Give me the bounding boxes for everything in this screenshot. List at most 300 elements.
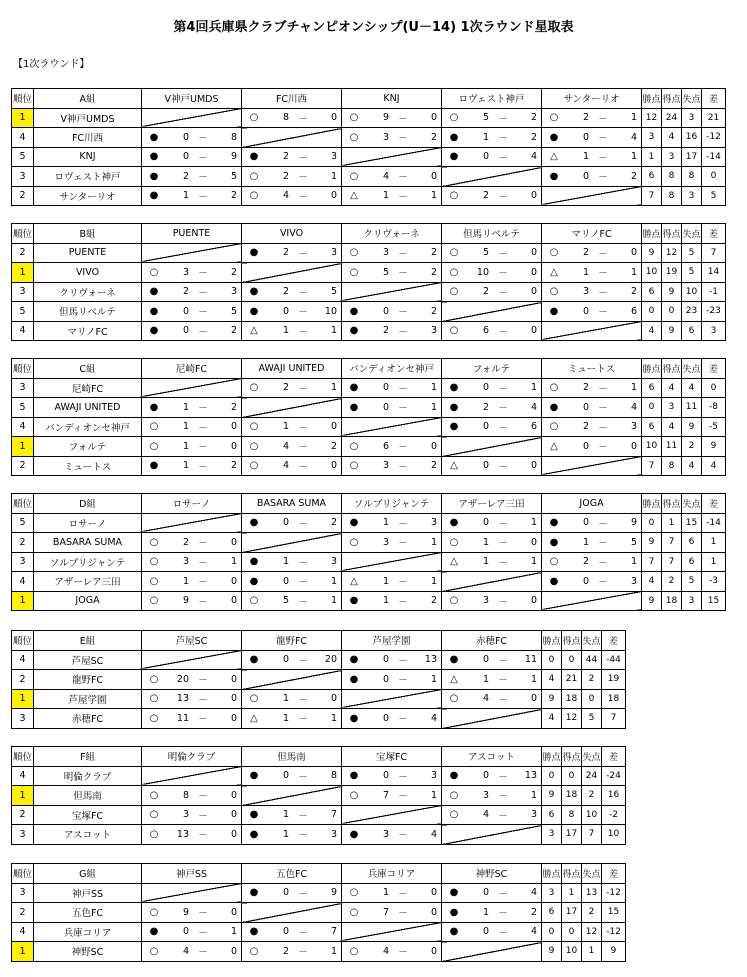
goals-against-value: 5 bbox=[682, 243, 702, 263]
score-dash: － bbox=[298, 113, 308, 125]
points-value: 3 bbox=[642, 128, 662, 148]
goals-scored: 4 bbox=[182, 945, 189, 957]
self-match-cell bbox=[142, 650, 242, 670]
result-symbol: ○ bbox=[149, 595, 159, 607]
goals-conceded: 7 bbox=[330, 926, 337, 938]
goals-scored: 1 bbox=[382, 575, 389, 587]
result-symbol: ● bbox=[249, 770, 259, 782]
group-table bbox=[11, 493, 726, 611]
match-score bbox=[542, 398, 641, 417]
goals-scored: 0 bbox=[282, 517, 289, 529]
points-header: 勝点 bbox=[642, 359, 662, 379]
points-value: 0 bbox=[642, 302, 662, 322]
result-symbol: ○ bbox=[349, 536, 359, 548]
goals-conceded: 5 bbox=[330, 286, 337, 298]
opponent-header: AWAJI UNITED bbox=[242, 359, 342, 379]
score-dash: － bbox=[198, 810, 208, 822]
goals-for-value: 3 bbox=[662, 147, 682, 167]
goals-against-value: 10 bbox=[582, 805, 602, 825]
match-result bbox=[142, 302, 242, 322]
match-result bbox=[442, 378, 542, 398]
score-dash: － bbox=[498, 152, 508, 164]
result-symbol: ○ bbox=[349, 266, 359, 278]
goal-diff-header: 差 bbox=[702, 224, 726, 244]
result-symbol: ● bbox=[549, 170, 559, 182]
goals-against-value: 23 bbox=[682, 302, 702, 322]
goals-conceded: 4 bbox=[630, 131, 637, 143]
result-symbol: ● bbox=[349, 595, 359, 607]
score-dash: － bbox=[398, 908, 408, 920]
team-name: 五色FC bbox=[34, 903, 142, 923]
goals-conceded: 2 bbox=[430, 247, 437, 259]
score-dash: － bbox=[498, 771, 508, 783]
match-result bbox=[242, 282, 342, 302]
goal-diff-header: 差 bbox=[602, 631, 626, 651]
score-dash: － bbox=[198, 172, 208, 184]
team-rank: 4 bbox=[12, 128, 34, 148]
result-symbol: ○ bbox=[449, 266, 459, 278]
result-symbol: △ bbox=[250, 325, 258, 337]
score-dash: － bbox=[298, 383, 308, 395]
goals-conceded: 10 bbox=[324, 305, 337, 317]
score-dash: － bbox=[498, 287, 508, 299]
match-result bbox=[142, 903, 242, 923]
goals-scored: 9 bbox=[382, 112, 389, 124]
goal-diff-value: 1 bbox=[702, 552, 726, 572]
goals-against-value: 5 bbox=[682, 572, 702, 592]
match-score bbox=[442, 553, 541, 572]
score-dash: － bbox=[298, 461, 308, 473]
goals-conceded: 8 bbox=[230, 131, 237, 143]
goals-for-value: 8 bbox=[562, 805, 582, 825]
team-name: アスコット bbox=[34, 825, 142, 845]
match-score bbox=[142, 592, 241, 611]
goals-for-value: 4 bbox=[662, 417, 682, 437]
goals-scored: 2 bbox=[282, 945, 289, 957]
header-row bbox=[12, 359, 726, 379]
result-symbol: ○ bbox=[249, 945, 259, 957]
goals-conceded: 4 bbox=[530, 887, 537, 899]
goals-conceded: 0 bbox=[230, 440, 237, 452]
goal-diff-value: 9 bbox=[602, 942, 626, 962]
match-result bbox=[542, 417, 642, 437]
match-score bbox=[542, 437, 641, 456]
points-value: 1 bbox=[642, 147, 662, 167]
table-row bbox=[12, 650, 626, 670]
points-value: 7 bbox=[642, 552, 662, 572]
self-match-cell bbox=[342, 689, 442, 709]
goals-conceded: 9 bbox=[330, 887, 337, 899]
goals-conceded: 0 bbox=[230, 712, 237, 724]
self-match-cell bbox=[242, 533, 342, 553]
goals-against-value: 11 bbox=[682, 398, 702, 418]
goals-against-value: 1 bbox=[582, 942, 602, 962]
opponent-header: VIVO bbox=[242, 224, 342, 244]
goals-against-value: 2 bbox=[582, 903, 602, 923]
goals-against-header: 失点 bbox=[682, 494, 702, 514]
match-result bbox=[342, 825, 442, 845]
match-result bbox=[142, 186, 242, 206]
match-score bbox=[142, 533, 241, 552]
table-row bbox=[12, 417, 726, 437]
result-symbol: ● bbox=[149, 170, 159, 182]
group-name: F組 bbox=[34, 747, 142, 767]
goals-for-value: 18 bbox=[562, 689, 582, 709]
points-value: 6 bbox=[642, 417, 662, 437]
goals-against-value: 8 bbox=[682, 167, 702, 187]
match-result bbox=[542, 302, 642, 322]
points-value: 6 bbox=[642, 378, 662, 398]
score-dash: － bbox=[398, 326, 408, 338]
goals-for-header: 得点 bbox=[562, 864, 582, 884]
goals-for-value: 4 bbox=[662, 378, 682, 398]
team-rank: 3 bbox=[12, 167, 34, 187]
goals-conceded: 5 bbox=[230, 305, 237, 317]
goal-diff-value: -23 bbox=[702, 302, 726, 322]
match-score bbox=[342, 592, 441, 611]
match-score bbox=[442, 670, 541, 689]
points-value: 0 bbox=[542, 766, 562, 786]
goals-scored: 1 bbox=[182, 190, 189, 202]
table-row bbox=[12, 437, 726, 457]
score-dash: － bbox=[198, 133, 208, 145]
match-result bbox=[242, 883, 342, 903]
goals-conceded: 2 bbox=[230, 266, 237, 278]
goal-diff-value: -12 bbox=[602, 922, 626, 942]
table-row bbox=[12, 533, 726, 553]
self-match-cell bbox=[142, 766, 242, 786]
goals-for-header: 得点 bbox=[562, 747, 582, 767]
points-header: 勝点 bbox=[542, 747, 562, 767]
goals-scored: 1 bbox=[282, 325, 289, 337]
score-dash: － bbox=[598, 577, 608, 589]
result-symbol: ○ bbox=[249, 595, 259, 607]
goals-conceded: 13 bbox=[424, 654, 437, 666]
goals-conceded: 3 bbox=[330, 828, 337, 840]
points-value: 10 bbox=[642, 437, 662, 457]
goals-for-value: 9 bbox=[662, 282, 682, 302]
table-row bbox=[12, 263, 726, 283]
team-rank: 1 bbox=[12, 437, 34, 457]
match-score bbox=[142, 398, 241, 417]
goals-scored: 1 bbox=[282, 828, 289, 840]
result-symbol: ● bbox=[349, 828, 359, 840]
match-score bbox=[142, 457, 241, 476]
rank-header: 順位 bbox=[12, 864, 34, 884]
match-score bbox=[542, 263, 641, 282]
goal-diff-value: 16 bbox=[602, 786, 626, 806]
score-dash: － bbox=[298, 577, 308, 589]
goal-diff-value: 7 bbox=[602, 709, 626, 729]
goal-diff-header: 差 bbox=[702, 359, 726, 379]
self-match-cell bbox=[342, 147, 442, 167]
result-symbol: ● bbox=[449, 906, 459, 918]
match-result bbox=[342, 766, 442, 786]
goals-scored: 1 bbox=[482, 131, 489, 143]
match-score bbox=[142, 167, 241, 186]
team-name: 但馬南 bbox=[34, 786, 142, 806]
match-result bbox=[242, 572, 342, 592]
goals-against-value: 0 bbox=[582, 689, 602, 709]
goals-against-value: 13 bbox=[582, 883, 602, 903]
team-rank: 1 bbox=[12, 263, 34, 283]
self-match-cell bbox=[442, 167, 542, 187]
goal-diff-value: 15 bbox=[702, 591, 726, 611]
rank-header: 順位 bbox=[12, 224, 34, 244]
goal-diff-value: 7 bbox=[702, 243, 726, 263]
result-symbol: ○ bbox=[149, 945, 159, 957]
score-dash: － bbox=[298, 714, 308, 726]
goals-scored: 13 bbox=[176, 828, 189, 840]
score-dash: － bbox=[298, 287, 308, 299]
goals-scored: 0 bbox=[482, 770, 489, 782]
score-dash: － bbox=[398, 675, 408, 687]
result-symbol: ● bbox=[249, 887, 259, 899]
goals-scored: 4 bbox=[282, 190, 289, 202]
opponent-header: V神戸UMDS bbox=[142, 89, 242, 109]
match-result bbox=[342, 321, 442, 341]
self-match-cell bbox=[342, 552, 442, 572]
goals-conceded: 0 bbox=[230, 828, 237, 840]
team-rank: 3 bbox=[12, 282, 34, 302]
score-dash: － bbox=[398, 442, 408, 454]
opponent-header: PUENTE bbox=[142, 224, 242, 244]
match-score bbox=[542, 379, 641, 398]
rank-header: 順位 bbox=[12, 747, 34, 767]
goals-scored: 0 bbox=[582, 401, 589, 413]
goal-diff-header: 差 bbox=[702, 494, 726, 514]
goals-for-header: 得点 bbox=[662, 359, 682, 379]
goals-scored: 3 bbox=[182, 266, 189, 278]
result-symbol: ● bbox=[449, 382, 459, 394]
match-result bbox=[142, 398, 242, 418]
goals-conceded: 3 bbox=[430, 325, 437, 337]
goals-scored: 0 bbox=[582, 131, 589, 143]
match-score bbox=[542, 302, 641, 321]
goals-for-header: 得点 bbox=[662, 224, 682, 244]
goals-scored: 0 bbox=[182, 325, 189, 337]
match-result bbox=[142, 167, 242, 187]
goal-diff-value: -1 bbox=[702, 282, 726, 302]
goals-against-value: 10 bbox=[682, 282, 702, 302]
match-result bbox=[242, 108, 342, 128]
match-result bbox=[142, 942, 242, 962]
goal-diff-value: -14 bbox=[702, 147, 726, 167]
opponent-header: マリノFC bbox=[542, 224, 642, 244]
goal-diff-header: 差 bbox=[602, 864, 626, 884]
goals-scored: 3 bbox=[382, 247, 389, 259]
match-result bbox=[242, 147, 342, 167]
goals-conceded: 8 bbox=[330, 770, 337, 782]
score-dash: － bbox=[498, 268, 508, 280]
match-score bbox=[342, 128, 441, 147]
score-dash: － bbox=[498, 675, 508, 687]
goals-conceded: 4 bbox=[530, 151, 537, 163]
match-result bbox=[142, 417, 242, 437]
goals-against-value: 6 bbox=[682, 321, 702, 341]
match-score bbox=[342, 709, 441, 728]
result-symbol: ○ bbox=[249, 693, 259, 705]
team-name: 明倫クラブ bbox=[34, 766, 142, 786]
points-value: 6 bbox=[642, 167, 662, 187]
goals-against-value: 44 bbox=[582, 650, 602, 670]
match-result bbox=[442, 398, 542, 418]
match-result bbox=[142, 552, 242, 572]
result-symbol: ○ bbox=[149, 575, 159, 587]
goals-scored: 3 bbox=[482, 789, 489, 801]
opponent-header: 兵庫コリア bbox=[342, 864, 442, 884]
team-name: 芦屋SC bbox=[34, 650, 142, 670]
goal-diff-value: 4 bbox=[702, 456, 726, 476]
match-result bbox=[342, 243, 442, 263]
goals-conceded: 1 bbox=[430, 401, 437, 413]
score-dash: － bbox=[498, 908, 508, 920]
goals-scored: 0 bbox=[582, 170, 589, 182]
goals-scored: 0 bbox=[382, 673, 389, 685]
opponent-header: ロサーノ bbox=[142, 494, 242, 514]
self-match-cell bbox=[142, 378, 242, 398]
match-score bbox=[342, 514, 441, 533]
result-symbol: ● bbox=[249, 151, 259, 163]
team-name: 尼崎FC bbox=[34, 378, 142, 398]
goals-scored: 3 bbox=[382, 828, 389, 840]
goals-scored: 5 bbox=[482, 112, 489, 124]
goals-against-value: 6 bbox=[682, 533, 702, 553]
goals-against-value: 5 bbox=[682, 263, 702, 283]
match-score bbox=[442, 128, 541, 147]
opponent-header: JOGA bbox=[542, 494, 642, 514]
points-value: 9 bbox=[642, 533, 662, 553]
page-title: 第4回兵庫県クラブチャンピオンシップ(U－14) 1次ラウンド星取表 bbox=[173, 20, 574, 35]
score-dash: － bbox=[498, 888, 508, 900]
self-match-cell bbox=[142, 108, 242, 128]
match-score bbox=[142, 709, 241, 728]
result-symbol: ● bbox=[549, 575, 559, 587]
goals-conceded: 6 bbox=[630, 305, 637, 317]
match-score bbox=[242, 923, 341, 942]
score-dash: － bbox=[398, 383, 408, 395]
goals-for-value: 8 bbox=[662, 167, 682, 187]
goals-scored: 4 bbox=[282, 460, 289, 472]
goals-against-value: 6 bbox=[682, 552, 702, 572]
result-symbol: ○ bbox=[449, 190, 459, 202]
score-dash: － bbox=[298, 442, 308, 454]
goals-against-value: 2 bbox=[682, 437, 702, 457]
score-dash: － bbox=[298, 947, 308, 959]
score-dash: － bbox=[598, 383, 608, 395]
goals-conceded: 0 bbox=[230, 906, 237, 918]
score-dash: － bbox=[398, 403, 408, 415]
self-match-cell bbox=[442, 942, 542, 962]
group-name: C組 bbox=[34, 359, 142, 379]
score-dash: － bbox=[198, 830, 208, 842]
goals-conceded: 2 bbox=[430, 131, 437, 143]
goal-diff-header: 差 bbox=[702, 89, 726, 109]
goals-scored: 6 bbox=[482, 325, 489, 337]
match-score bbox=[242, 592, 341, 611]
match-result bbox=[142, 786, 242, 806]
match-score bbox=[342, 109, 441, 128]
match-result bbox=[142, 321, 242, 341]
goals-conceded: 2 bbox=[330, 440, 337, 452]
match-score bbox=[242, 572, 341, 591]
match-result bbox=[342, 378, 442, 398]
goal-diff-value: -12 bbox=[702, 128, 726, 148]
goals-scored: 4 bbox=[382, 170, 389, 182]
goals-conceded: 3 bbox=[330, 247, 337, 259]
goals-scored: 4 bbox=[482, 693, 489, 705]
match-score bbox=[242, 437, 341, 456]
result-symbol: ● bbox=[249, 247, 259, 259]
header-row bbox=[12, 864, 626, 884]
match-result bbox=[242, 417, 342, 437]
match-result bbox=[142, 670, 242, 690]
match-result bbox=[442, 689, 542, 709]
score-dash: － bbox=[298, 810, 308, 822]
self-match-cell bbox=[542, 456, 642, 476]
goals-against-value: 17 bbox=[682, 147, 702, 167]
match-score bbox=[342, 263, 441, 282]
goals-for-value: 17 bbox=[562, 903, 582, 923]
match-result bbox=[142, 437, 242, 457]
self-match-cell bbox=[142, 883, 242, 903]
score-dash: － bbox=[398, 791, 408, 803]
match-score bbox=[342, 457, 441, 476]
score-dash: － bbox=[198, 694, 208, 706]
team-name: AWAJI UNITED bbox=[34, 398, 142, 418]
goals-scored: 2 bbox=[282, 382, 289, 394]
score-dash: － bbox=[598, 422, 608, 434]
opponent-header: 神戸SS bbox=[142, 864, 242, 884]
score-dash: － bbox=[498, 596, 508, 608]
points-value: 3 bbox=[542, 825, 562, 845]
goals-scored: 7 bbox=[382, 906, 389, 918]
result-symbol: ○ bbox=[149, 712, 159, 724]
team-name: 兵庫コリア bbox=[34, 922, 142, 942]
match-score bbox=[142, 437, 241, 456]
match-score bbox=[242, 379, 341, 398]
goals-conceded: 2 bbox=[230, 401, 237, 413]
group-name: G組 bbox=[34, 864, 142, 884]
team-name: 神戸SS bbox=[34, 883, 142, 903]
team-name: 宝塚FC bbox=[34, 805, 142, 825]
goal-diff-value: -2 bbox=[602, 805, 626, 825]
match-score bbox=[442, 148, 541, 167]
goals-scored: 0 bbox=[182, 305, 189, 317]
goals-against-header: 失点 bbox=[682, 359, 702, 379]
result-symbol: ○ bbox=[149, 556, 159, 568]
group-table bbox=[11, 746, 626, 845]
match-result bbox=[542, 533, 642, 553]
score-dash: － bbox=[398, 538, 408, 550]
score-dash: － bbox=[398, 655, 408, 667]
score-dash: － bbox=[398, 771, 408, 783]
goals-scored: 4 bbox=[382, 945, 389, 957]
goals-conceded: 0 bbox=[230, 575, 237, 587]
goals-for-value: 18 bbox=[562, 786, 582, 806]
match-score bbox=[142, 283, 241, 302]
match-score bbox=[142, 572, 241, 591]
goals-scored: 1 bbox=[282, 556, 289, 568]
team-rank: 4 bbox=[12, 321, 34, 341]
goals-conceded: 3 bbox=[430, 517, 437, 529]
match-result bbox=[342, 437, 442, 457]
score-dash: － bbox=[298, 557, 308, 569]
match-score bbox=[442, 923, 541, 942]
match-score bbox=[142, 553, 241, 572]
goals-scored: 0 bbox=[482, 421, 489, 433]
goals-scored: 4 bbox=[282, 440, 289, 452]
